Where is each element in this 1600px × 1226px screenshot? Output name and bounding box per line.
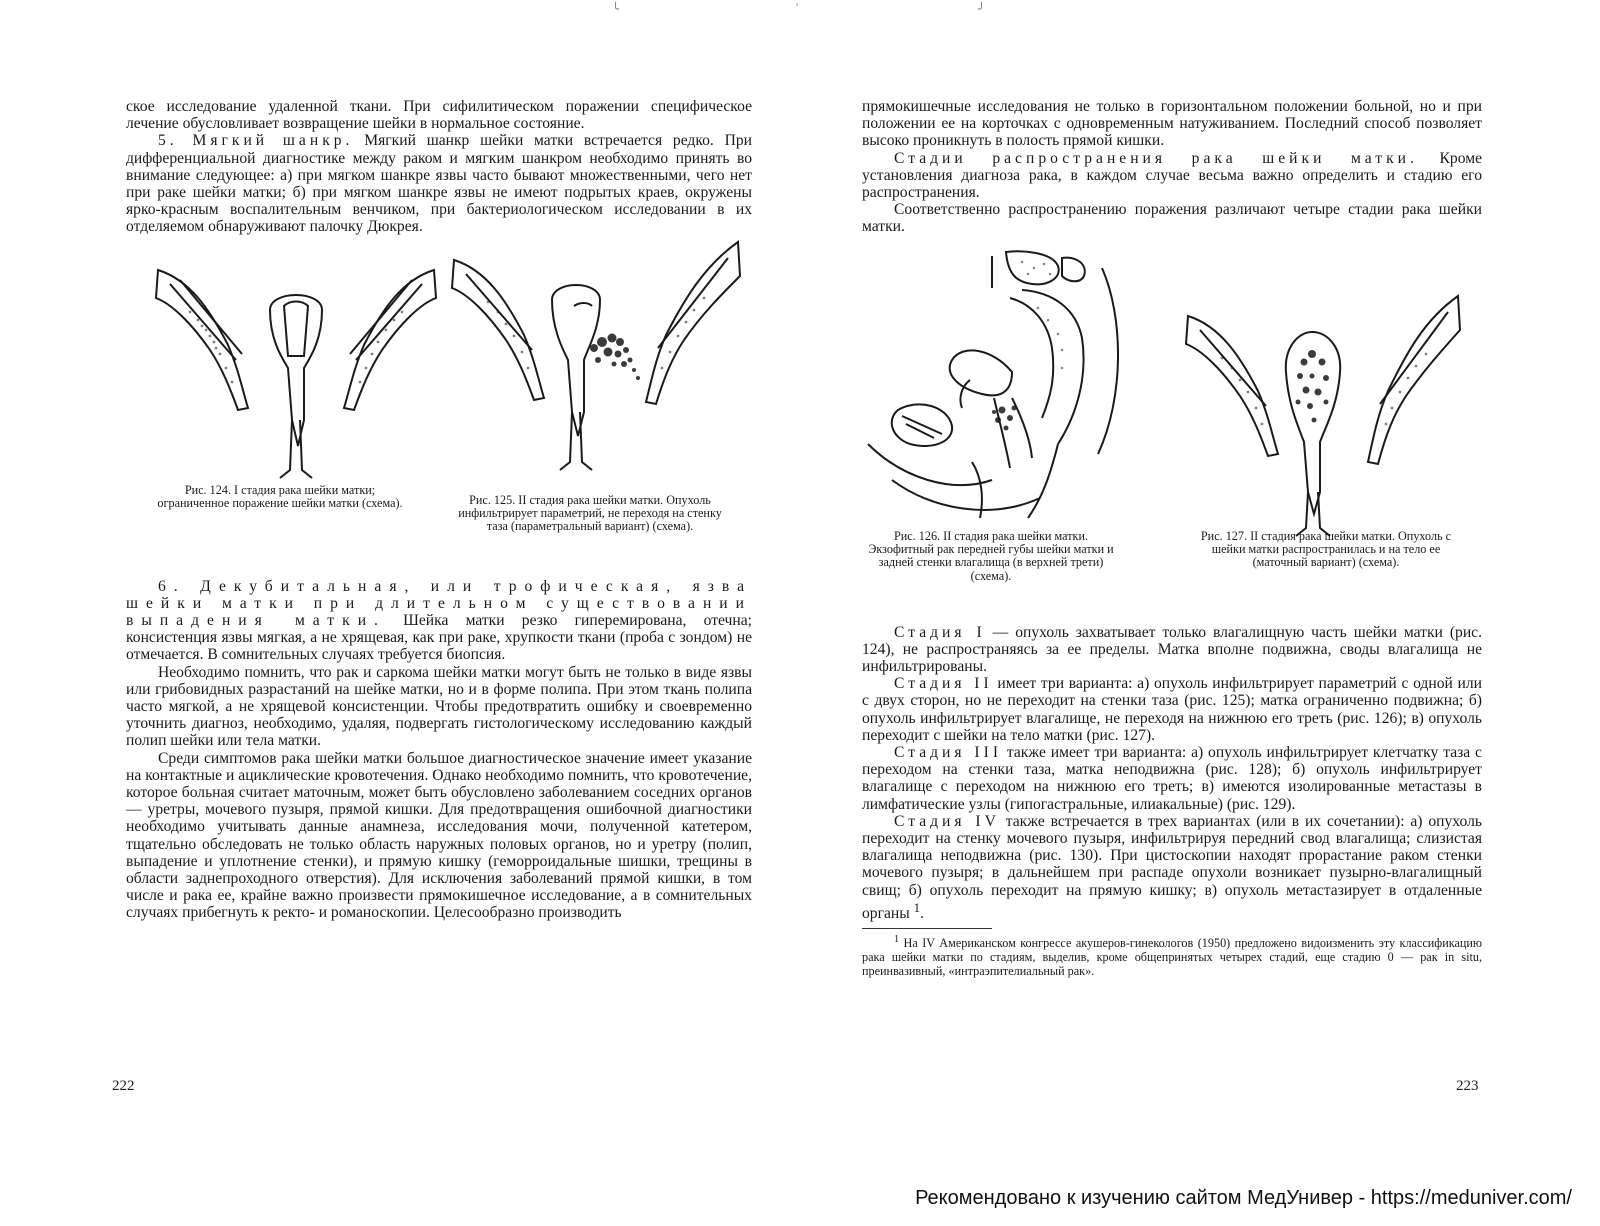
stage-lead: Стадия IV (894, 812, 1000, 830)
stage-lead: Стадия II (894, 675, 993, 693)
scan-mark: ╰ (612, 2, 620, 16)
page-number: 223 (1456, 1078, 1479, 1094)
paragraph: Соответственно распространению поражения различают четыре стадии рака шейки матки. (862, 201, 1482, 236)
footnote-text: На IV Американском конгрессе акушеров-гинекологов (1950) предложено видоизменить эту классификацию рака шейки матки по стадиям, выделив, кроме общепринятых четырех стадий, еще стадию 0 — рак in situ, преинвазивный, «интраэпителиальный рак». (862, 936, 1483, 978)
scan-mark: ' (796, 0, 799, 14)
right-page (862, 98, 1482, 978)
figure-124-caption: Рис. 124. I стадия рака шейки матки; ограниченное поражение шейки матки (схема). (157, 482, 403, 511)
paragraph: Стадия IV также встречается в трех вариантах (или в их сочетании): а) опухоль переходит на стенку мочевого пузыря, инфильтрируя передний свод влагалища; слизистая влагалища неподвижна (рис. 130). При цистоскопии находят прорастание раком стенки мочевого пузыря; в дальнейшем при распаде опухоли возникает пузырно-влагалищный свищ; б) опухоль переходит на прямую кишку; в) опухоль метастазирует в отдаленные органы $^1$. (862, 812, 1482, 923)
pelvis-diagram-icon (448, 236, 744, 482)
figure-126 (862, 248, 1124, 530)
paragraph (862, 624, 1482, 676)
paragraph: прямокишечные исследования не только в горизонтальном положении больной, но и при положении ее на корточках с одновременным натуживанием. Последний способ позволяет высоко проникнуть в полость прямой кишки. (862, 98, 1482, 150)
paragraph-text: Шейка матки резко гиперемирована, отечна; консистенция язвы мягкая, а не хрящевая, как при раке, хрупкости ткани (проба с зондом) не отмечается. В сомнительных случаях требуется биопсия. (126, 612, 752, 664)
paragraph (862, 150, 1482, 202)
left-page (126, 98, 752, 922)
paragraph-text: — опухоль захватывает только влагалищную часть шейки матки (рис. 124), не распространяясь за ее пределы. Матка вполне подвижна, своды влагалища не инфильтрированы. (862, 623, 1482, 676)
figure-125 (448, 236, 744, 482)
paragraph (126, 578, 752, 664)
sagittal-pelvis-diagram-icon (862, 248, 1124, 530)
figure-124 (150, 250, 442, 482)
site-banner: Рекомендовано к изучению сайтом МедУнивер - https://meduniver.com/ (915, 1187, 1572, 1209)
pelvis-diagram-icon (150, 250, 442, 482)
footnote (862, 933, 1482, 978)
paragraph (862, 675, 1482, 744)
figure-127 (1180, 292, 1464, 540)
footnote-divider (862, 928, 992, 929)
paragraph-text: Мягкий шанкр шейки матки встречается редко. При дифференциальной диагностике между раком и мягким шанкром необходимо принять во внимание следующее: а) при мягком шанкре язвы часто бывают множественными, чего нет при раке шейки матки; б) при мягком шанкре язвы не имеют подрытых краев, окружены ярко-красным воспалительным венчиком, при бактериологическом исследовании в их отделяемом обнаруживают палочку Дюкрея. (126, 132, 752, 236)
stage-lead: Стадия I (894, 623, 986, 641)
figure-127-caption: Рис. 127. II стадия рака шейки матки. Опухоль с шейки матки распространилась и на тело ее (маточный вариант) (схема). (1200, 528, 1452, 570)
paragraph-text: имеет три варианта: а) опухоль инфильтрирует параметрий с одной или с двух сторон, но не переходит на стенки таза (рис. 125); матка ограниченно подвижна; б) опухоль инфильтрирует влагалище, не переходя на нижнюю его треть (рис. 126); в) опухоль переходит с шейки на тело матки (рис. 127). (862, 675, 1483, 744)
footnote-mark: 1 (894, 934, 900, 946)
paragraph-text: также встречается в трех вариантах (или в их сочетании): а) опухоль переходит на стенку мочевого пузыря, инфильтрируя передний свод влагалища; слизистая влагалища неподвижна (рис. 130). При цистоскопии находят прорастание раком стенки мочевого пузыря; в дальнейшем при распаде опухоли возникает пузырно-влагалищный свищ; б) опухоль переходит на прямую кишку; в) опухоль метастазирует в отдаленные органы (862, 812, 1482, 923)
stage-lead: Стадия III (894, 744, 1003, 762)
paragraph (126, 132, 752, 235)
section-lead: Стадии распространения рака шейки матки. (894, 149, 1418, 167)
paragraph-text: также имеет три варианта: а) опухоль инфильтрирует клетчатку таза с переходом на стенки таза, матка неподвижна (рис. 128); б) опухоль инфильтрирует влагалище с переходом на нижнюю его треть; в) имеются изолированные метастазы в лимфатические узлы (гипогастральные, илиакальные) (рис. 129). (862, 744, 1482, 813)
figure-126-caption: Рис. 126. II стадия рака шейки матки. Экзофитный рак передней губы шейки матки и задней стенки влагалища (в верхней трети) (схема). (868, 528, 1114, 583)
page-number: 222 (112, 1078, 135, 1094)
figure-row (862, 236, 1482, 624)
section-lead: 6. Декубитальная, или трофическая, язва шейки матки при длительном существовании выпадения матки. (126, 577, 752, 630)
section-lead: 5. Мягкий шанкр. (158, 132, 354, 150)
footnote-ref: 1 (913, 899, 921, 915)
figure-125-caption: Рис. 125. II стадия рака шейки матки. Опухоль инфильтрирует параметрий, не переходя на стенку таза (параметральный вариант) (схема). (458, 492, 722, 534)
paragraph: Необходимо помнить, что рак и саркома шейки матки могут быть не только в виде язвы или грибовидных разрастаний на шейке матки, но и в форме полипа. При этом ткань полипа часто мягкой, а не хрящевой консистенции. Чтобы предотвратить ошибку и своевременно уточнить диагноз, необходимо, удаляя, подвергать гистологическому исследованию каждый полип шейки или тела матки. (126, 663, 752, 750)
paragraph: ское исследование удаленной ткани. При сифилитическом поражении специфическое лечение обусловливает возвращение шейки в нормальное состояние. (126, 98, 752, 133)
paragraph (862, 744, 1482, 813)
scan-mark: ╯ (978, 2, 986, 16)
paragraph: Среди симптомов рака шейки матки большое диагностическое значение имеет указание на контактные и ациклические кровотечения. Однако необходимо помнить, что кровотечение, которое больная считает маточным, может быть обусловлено заболеванием соседних органов — уретры, мочевого пузыря, прямой кишки. Для предотвращения ошибочной диагностики необходимо учитывать данные анамнеза, исследования мочи, полученной катетером, тщательно обследовать не только область наружных половых органов, но и уретру (полип, выпадение и уплотнение стенки), и прямую кишку (геморроидальные шишки, трещины в области заднепроходного отверстия). Для исключения заболеваний прямой кишки, в том числе и рака ее, крайне важно произвести прямокишечное исследование, а в сомнительных случаях прибегнуть к ректо- и романоскопии. Целесообразно производить (126, 749, 752, 922)
pelvis-diagram-icon (1180, 292, 1464, 540)
paragraph-text: Кроме установления диагноза рака, в каждом случае весьма важно определить и стадию его распространения. (862, 149, 1482, 202)
figure-row (126, 236, 752, 576)
